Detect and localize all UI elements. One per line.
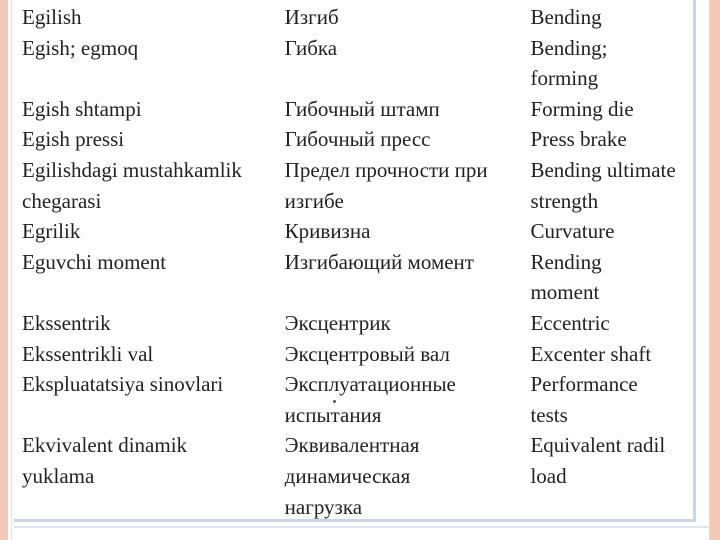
russian-term — [285, 216, 531, 247]
glossary-row — [22, 2, 694, 33]
uzbek-term — [22, 94, 285, 125]
english-term-line: Bending ultimate — [530, 157, 676, 182]
english-term — [530, 155, 694, 216]
uzbek-term-line: Egish pressi — [22, 127, 125, 152]
uzbek-term — [22, 155, 285, 216]
uzbek-term-line: Egish shtampi — [22, 96, 142, 121]
english-term — [530, 369, 694, 430]
russian-term-line: Эксцентрик — [284, 310, 391, 335]
english-term-line: Rending — [530, 249, 602, 274]
english-term-line: strength — [530, 188, 599, 213]
glossary-row — [22, 308, 694, 339]
english-term-line: Excenter shaft — [530, 341, 652, 366]
english-term — [530, 216, 694, 247]
uzbek-term-line: Ekssentrikli val — [22, 341, 154, 366]
uzbek-term — [22, 308, 285, 339]
left-decorative-border — [0, 0, 8, 540]
glossary-row — [22, 155, 694, 216]
uzbek-term-line: Ekvivalent dinamik — [22, 433, 188, 458]
english-term-line: Forming die — [530, 96, 634, 121]
uzbek-term-line: Eguvchi moment — [22, 249, 167, 274]
russian-term-line: Изгиб — [284, 5, 339, 29]
russian-term — [285, 2, 531, 33]
russian-term — [285, 339, 531, 370]
russian-term-line: Предел прочности при — [284, 157, 488, 182]
english-term — [530, 124, 694, 155]
english-term — [530, 339, 694, 370]
english-term — [530, 308, 694, 339]
uzbek-term-line: Ekspluatatsiya sinovlari — [22, 372, 224, 397]
uzbek-term-line: Egilishdagi mustahkamlik — [22, 157, 242, 182]
uzbek-term-line: yuklama — [22, 463, 95, 488]
glossary-row — [22, 247, 694, 308]
uzbek-term — [22, 2, 285, 33]
russian-term — [285, 94, 531, 125]
russian-term-line: Эквивалентная — [284, 433, 420, 458]
english-term-line: tests — [530, 402, 568, 427]
uzbek-term — [22, 369, 285, 430]
english-term-line: Bending — [530, 5, 602, 29]
glossary-row — [22, 369, 694, 430]
russian-term-line: Изгибающий момент — [284, 249, 474, 274]
glossary-row — [22, 430, 694, 522]
english-term-line: Press brake — [530, 127, 627, 152]
uzbek-term — [22, 216, 285, 247]
english-term — [530, 247, 694, 308]
uzbek-term — [22, 430, 285, 522]
russian-term — [285, 33, 531, 94]
glossary-row — [22, 339, 694, 370]
english-term — [530, 2, 694, 33]
glossary-row — [22, 33, 694, 94]
english-term-line: moment — [530, 280, 600, 305]
russian-term — [285, 247, 531, 308]
glossary-row — [22, 124, 694, 155]
glossary-row — [22, 216, 694, 247]
english-term — [530, 430, 694, 522]
russian-term-line: испытания — [284, 402, 382, 427]
uzbek-term-line: Egilish — [22, 5, 82, 29]
russian-term-line: Гибочный штамп — [284, 96, 440, 121]
stray-dot — [333, 400, 336, 403]
russian-term-line: Кривизна — [284, 219, 371, 244]
russian-term — [285, 369, 531, 430]
english-term — [530, 94, 694, 125]
glossary-row — [22, 94, 694, 125]
russian-term — [285, 308, 531, 339]
russian-term-line: Эксцентровый вал — [284, 341, 450, 366]
english-term-line: load — [530, 463, 567, 488]
english-term-line: Eccentric — [530, 310, 610, 335]
bottom-band — [14, 526, 710, 528]
uzbek-term-line: chegarasi — [22, 188, 102, 213]
uzbek-term — [22, 33, 285, 94]
russian-term-line: Эксплуатационные — [284, 372, 456, 397]
english-term — [530, 33, 694, 94]
russian-term — [285, 155, 531, 216]
russian-term-line: динамическая — [284, 463, 411, 488]
uzbek-term-line: Egish; egmoq — [22, 35, 139, 60]
uzbek-term — [22, 247, 285, 308]
russian-term — [285, 124, 531, 155]
glossary-table — [22, 2, 694, 522]
right-decorative-border — [710, 0, 720, 540]
english-term-line: Curvature — [530, 219, 615, 244]
left-border-line — [11, 0, 12, 540]
russian-term — [285, 430, 531, 522]
english-term-line: forming — [530, 66, 599, 91]
english-term-line: Equivalent radil — [530, 433, 666, 458]
uzbek-term — [22, 339, 285, 370]
uzbek-term-line: Ekssentrik — [22, 310, 111, 335]
english-term-line: Bending; — [530, 35, 608, 60]
russian-term-line: Гибка — [284, 35, 338, 60]
uzbek-term-line: Egrilik — [22, 219, 81, 244]
russian-term-line: изгибе — [284, 188, 344, 213]
uzbek-term — [22, 124, 285, 155]
english-term-line: Performance — [530, 372, 638, 397]
russian-term-line: Гибочный пресс — [284, 127, 431, 152]
russian-term-line: нагрузка — [284, 494, 363, 519]
